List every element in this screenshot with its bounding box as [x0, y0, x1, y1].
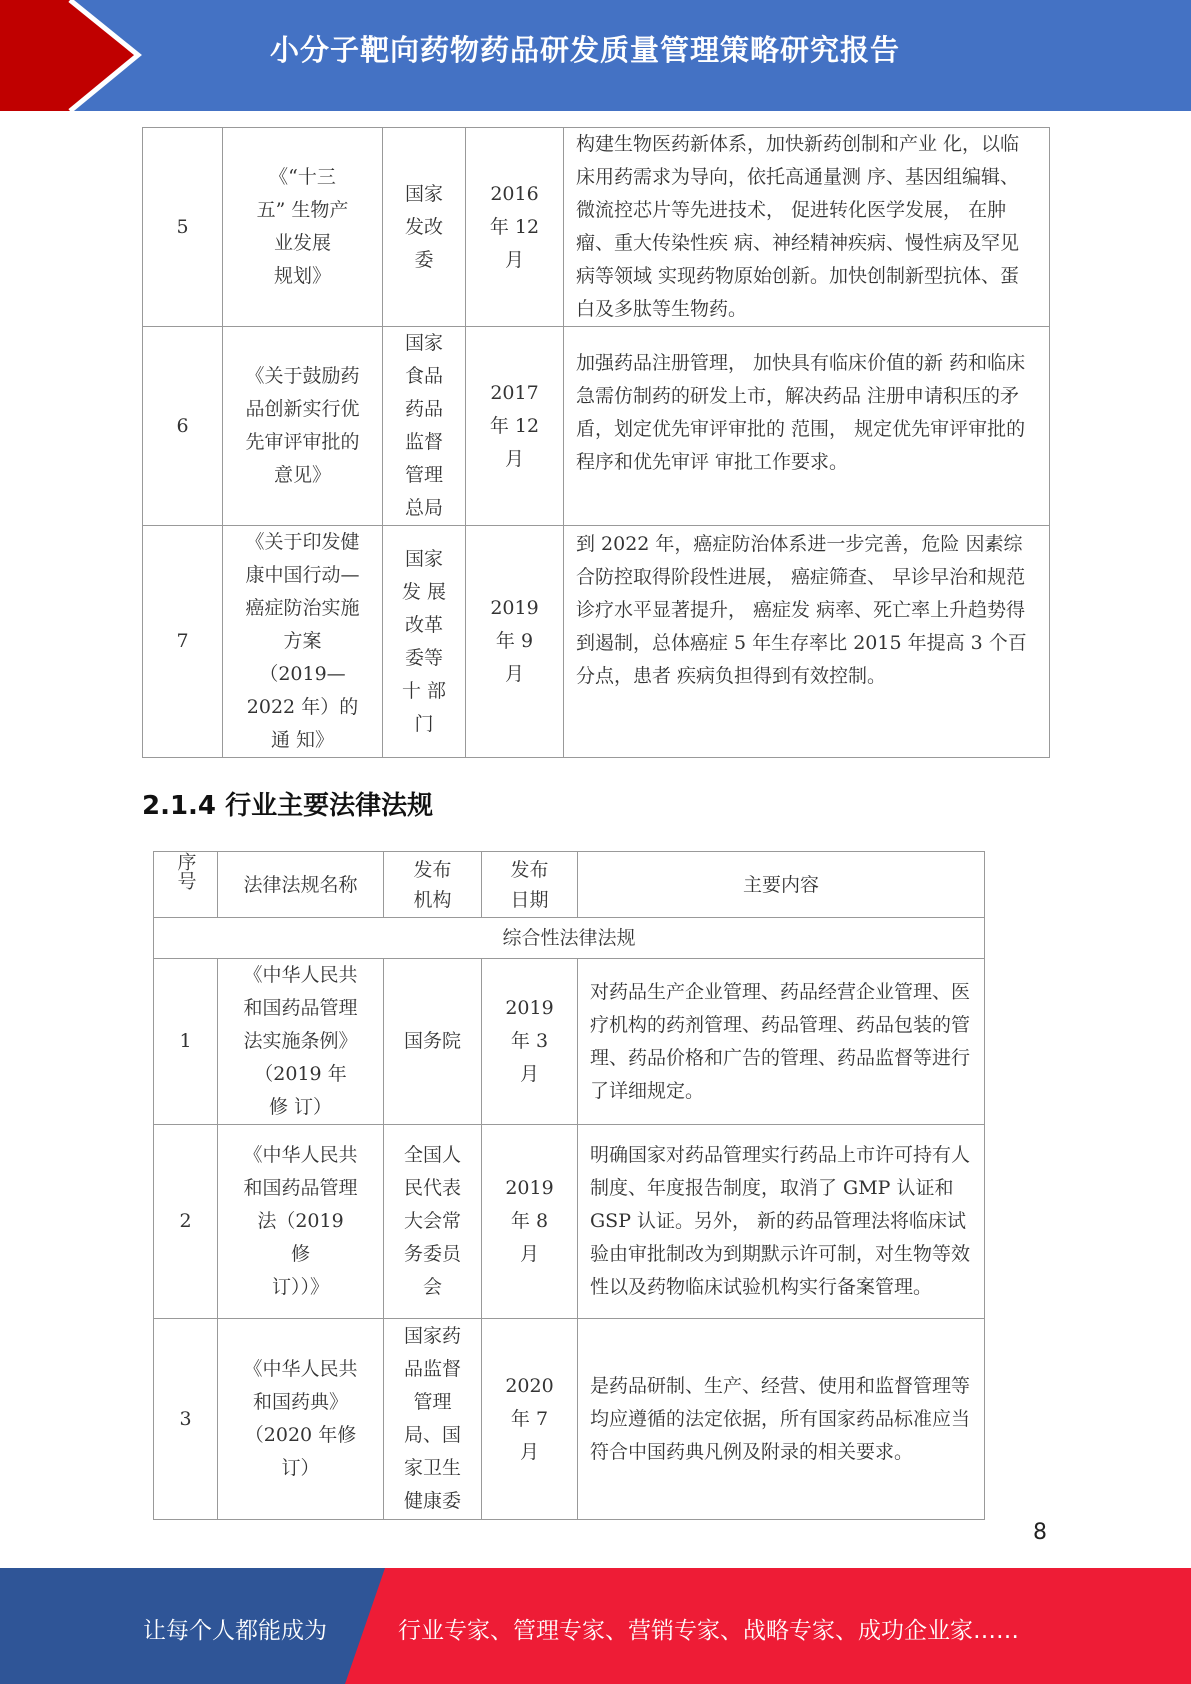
- header-name: 法律法规名称: [218, 852, 384, 918]
- law-name: 《中华人民共 和国药典》 （2020 年修 订）: [218, 1319, 384, 1520]
- report-title: 小分子靶向药物药品研发质量管理策略研究报告: [270, 33, 901, 67]
- table-row: [154, 1319, 985, 1520]
- page-number: 8: [1033, 1520, 1047, 1545]
- chevron-decoration-icon: [0, 0, 160, 111]
- issue-date: 2017 年 12 月: [466, 327, 564, 526]
- page-header: [0, 0, 1191, 111]
- issuing-org: 国家 食品 药品 监督 管理 总局: [383, 327, 466, 526]
- laws-table: [153, 851, 985, 1520]
- row-number: 3: [154, 1319, 218, 1520]
- header-number: 序号: [174, 852, 197, 890]
- issue-date: 2019 年 9 月: [466, 526, 564, 758]
- issue-date: 2016 年 12 月: [466, 128, 564, 327]
- row-number: 1: [154, 959, 218, 1125]
- issuing-org: 全国人 民代表 大会常 务委员 会: [384, 1125, 482, 1319]
- policy-content: 构建生物医药新体系，加快新药创制和产业 化，以临床用药需求为导向，依托高通量测 序、基因组编辑、微流控芯片等先进技术， 促进转化医学发展， 在肿瘤、重大传染性疾 病、神经精神疾病、慢性病及罕见病等领域 实现药物原始创新。加快创制新型抗体、蛋 白及多肽等生物药。: [564, 128, 1050, 327]
- law-name: 《中华人民共 和国药品管理 法实施条例》 （2019 年 修 订）: [218, 959, 384, 1125]
- row-number: 7: [143, 526, 223, 758]
- category-label: 综合性法律法规: [154, 918, 985, 959]
- policy-name: 《关于印发健 康中国行动— 癌症防治实施 方案 （2019— 2022 年）的 通 知》: [223, 526, 383, 758]
- header-date: 发布 日期: [482, 852, 578, 918]
- page-footer: [0, 1568, 1191, 1684]
- issue-date: 2019 年 8 月: [482, 1125, 578, 1319]
- issuing-org: 国务院: [384, 959, 482, 1125]
- law-name: 《中华人民共 和国药品管理 法（2019 修 订））》: [218, 1125, 384, 1319]
- table-row: [143, 327, 1050, 526]
- policy-name: 《关于鼓励药 品创新实行优 先审评审批的 意见》: [223, 327, 383, 526]
- policy-name: 《“十三 五” 生物产 业发展 规划》: [223, 128, 383, 327]
- category-row: [154, 918, 985, 959]
- header-org: 发布 机构: [384, 852, 482, 918]
- issue-date: 2020 年 7 月: [482, 1319, 578, 1520]
- row-number: 6: [143, 327, 223, 526]
- table-row: [154, 959, 985, 1125]
- law-content: 对药品生产企业管理、药品经营企业管理、医疗机构的药剂管理、药品管理、药品包装的管理、药品价格和广告的管理、药品监督等进行了详细规定。: [578, 959, 985, 1125]
- policy-content: 到 2022 年，癌症防治体系进一步完善，危险 因素综合防控取得阶段性进展， 癌症筛查、 早诊早治和规范诊疗水平显著提升， 癌症发 病率、死亡率上升趋势得到遏制，总体癌症 5 年生存率比 2015 年提高 3 个百分点，患者 疾病负担得到有效控制。: [564, 526, 1050, 758]
- policy-table: [142, 127, 1050, 758]
- issuing-org: 国家 发改 委: [383, 128, 466, 327]
- issue-date: 2019 年 3 月: [482, 959, 578, 1125]
- section-heading: 2.1.4 行业主要法律法规: [142, 791, 434, 821]
- footer-slogan-left: 让每个人都能成为: [143, 1618, 327, 1644]
- table-row: [143, 128, 1050, 327]
- issuing-org: 国家 发 展 改革 委等 十 部 门: [383, 526, 466, 758]
- header-content: 主要内容: [578, 852, 985, 918]
- footer-slogan-right: 行业专家、管理专家、营销专家、战略专家、成功企业家……: [398, 1618, 1019, 1644]
- row-number: 2: [154, 1125, 218, 1319]
- table-row: [154, 1125, 985, 1319]
- law-content: 明确国家对药品管理实行药品上市许可持有人制度、年度报告制度，取消了 GMP 认证和 GSP 认证。另外， 新的药品管理法将临床试验由审批制改为到期默示许可制，对生物等效性以及药物临床试验机构实行备案管理。: [578, 1125, 985, 1319]
- law-content: 是药品研制、生产、经营、使用和监督管理等均应遵循的法定依据，所有国家药品标准应当符合中国药典凡例及附录的相关要求。: [578, 1319, 985, 1520]
- table-row: [143, 526, 1050, 758]
- table-header-row: [154, 852, 985, 918]
- row-number: 5: [143, 128, 223, 327]
- issuing-org: 国家药 品监督 管理 局、国 家卫生 健康委: [384, 1319, 482, 1520]
- policy-content: 加强药品注册管理， 加快具有临床价值的新 药和临床急需仿制药的研发上市，解决药品 注册申请积压的矛盾，划定优先审评审批的 范围， 规定优先审评审批的程序和优先审评 审批工作要求。: [564, 327, 1050, 526]
